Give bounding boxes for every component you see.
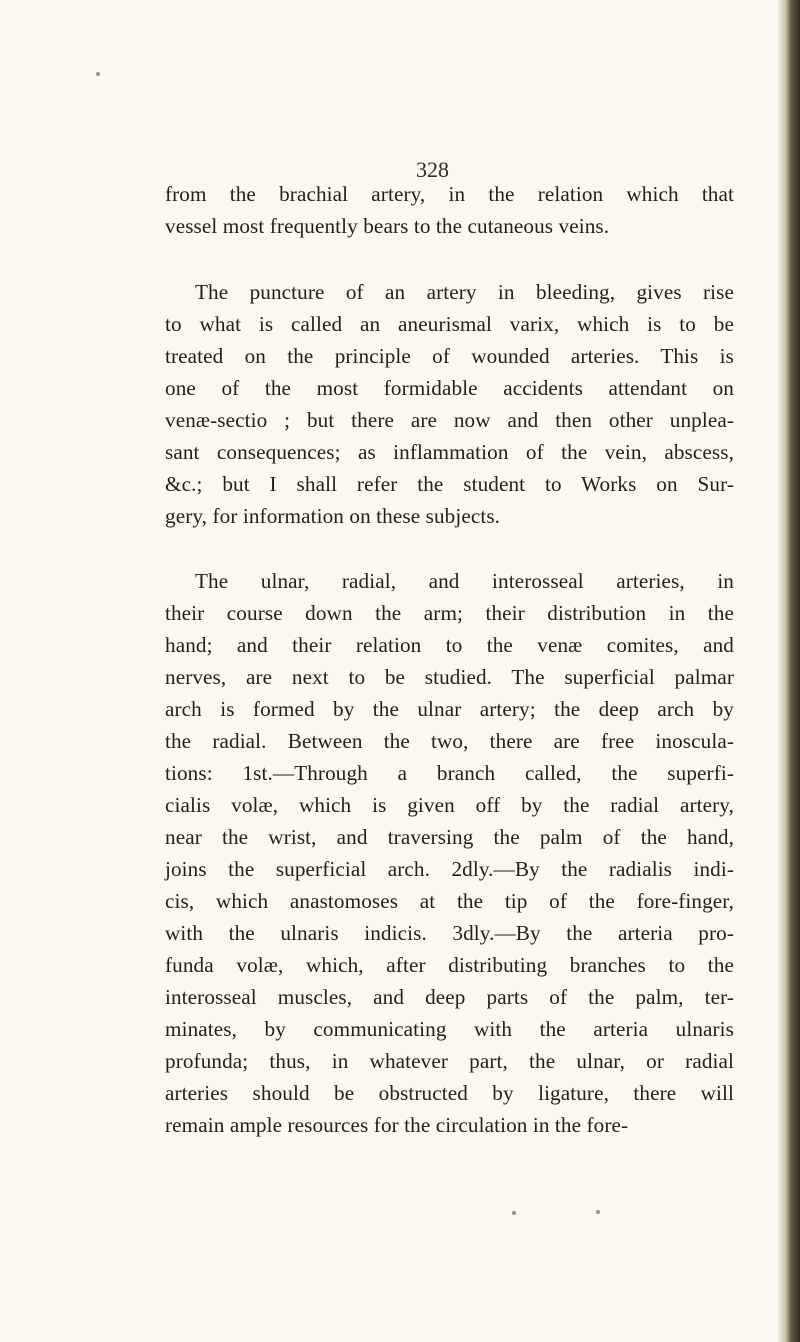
page-number: 328 [416, 157, 449, 182]
text-line: The ulnar, radial, and interosseal arteries, in [195, 569, 734, 593]
text-line: sant consequences; as inflammation of the vein, abscess, [165, 440, 734, 464]
text-line: tions: 1st.—Through a branch called, the superfi- [165, 761, 734, 785]
paper-speck [596, 1210, 600, 1214]
text-line: one of the most formidable accidents attendant on [165, 376, 734, 400]
text-line: joins the superficial arch. 2dly.—By the radialis indi- [165, 857, 734, 881]
text-line: minates, by communicating with the arteria ulnaris [165, 1017, 734, 1041]
text-line: cialis volæ, which is given off by the radial artery, [165, 793, 734, 817]
text-line: with the ulnaris indicis. 3dly.—By the arteria pro- [165, 921, 734, 945]
text-line: profunda; thus, in whatever part, the ulnar, or radial [165, 1049, 734, 1073]
text-line: vessel most frequently bears to the cutaneous veins. [165, 214, 610, 238]
text-line: gery, for information on these subjects. [165, 504, 501, 528]
text-line: The puncture of an artery in bleeding, gives rise [195, 280, 734, 304]
paper-speck [96, 72, 100, 76]
text-line: remain ample resources for the circulation in the fore- [165, 1113, 629, 1137]
text-line: nerves, are next to be studied. The superficial palmar [165, 665, 734, 689]
text-line: interosseal muscles, and deep parts of the palm, ter- [165, 985, 734, 1009]
text-line: their course down the arm; their distribution in the [165, 601, 734, 625]
text-line: venæ-sectio ; but there are now and then other unplea- [165, 408, 734, 432]
text-line: treated on the principle of wounded arteries. This is [165, 344, 734, 368]
text-line: the radial. Between the two, there are free inoscula- [165, 729, 734, 753]
page-binding-edge [778, 0, 800, 1342]
text-line: &c.; but I shall refer the student to Works on Sur- [165, 472, 734, 496]
paper-speck [512, 1211, 516, 1215]
text-line: near the wrist, and traversing the palm of the hand, [165, 825, 734, 849]
text-line: to what is called an aneurismal varix, which is to be [165, 312, 734, 336]
text-line: from the brachial artery, in the relation which that [165, 182, 734, 206]
text-line: cis, which anastomoses at the tip of the fore-finger, [165, 889, 734, 913]
text-line: funda volæ, which, after distributing branches to the [165, 953, 734, 977]
text-line: hand; and their relation to the venæ comites, and [165, 633, 734, 657]
text-line: arch is formed by the ulnar artery; the deep arch by [165, 697, 734, 721]
text-line: arteries should be obstructed by ligature, there will [165, 1081, 734, 1105]
